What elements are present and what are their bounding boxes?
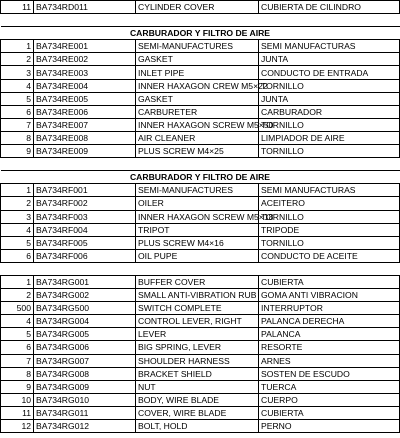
blank-cell (136, 262, 259, 275)
part-code-cell: BA734RG001 (34, 275, 136, 288)
blank-cell (259, 262, 400, 275)
table-row (1, 315, 400, 328)
english-name-cell: CARBURETER (136, 105, 259, 118)
english-name-cell: SEMI-MANUFACTURES (136, 40, 259, 53)
spanish-name-cell: LIMPIADOR DE AIRE (259, 131, 400, 144)
spanish-name-cell: TRIPODE (259, 223, 400, 236)
table-row (1, 40, 400, 53)
spanish-name-cell: CUBIERTA DE CILINDRO (259, 1, 400, 14)
table-row (1, 197, 400, 210)
english-name-cell: SWITCH COMPLETE (136, 302, 259, 315)
item-number-cell: 9 (1, 380, 34, 393)
table-row (1, 393, 400, 406)
blank-cell (34, 262, 136, 275)
part-code-cell: BA734RE008 (34, 131, 136, 144)
section-title-row (1, 27, 400, 40)
item-number-cell: 8 (1, 131, 34, 144)
english-name-cell: BOLT, HOLD (136, 420, 259, 433)
item-number-cell: 500 (1, 302, 34, 315)
english-name-cell: BUFFER COVER (136, 275, 259, 288)
spanish-name-cell: CUERPO (259, 393, 400, 406)
table-row (1, 249, 400, 262)
table-row (1, 118, 400, 131)
spanish-name-cell: CONDUCTO DE ACEITE (259, 249, 400, 262)
item-number-cell: 9 (1, 145, 34, 158)
table-row (1, 328, 400, 341)
item-number-cell: 4 (1, 223, 34, 236)
english-name-cell: OIL PUPE (136, 249, 259, 262)
spanish-name-cell: SEMI MANUFACTURAS (259, 40, 400, 53)
part-code-cell: BA734RF004 (34, 223, 136, 236)
part-code-cell: BA734RE007 (34, 118, 136, 131)
part-code-cell: BA734RG002 (34, 289, 136, 302)
item-number-cell: 2 (1, 289, 34, 302)
part-code-cell: BA734RF002 (34, 197, 136, 210)
part-code-cell: BA734RE009 (34, 145, 136, 158)
item-number-cell: 7 (1, 354, 34, 367)
table-row (1, 1, 400, 14)
blank-row (1, 158, 400, 171)
part-code-cell: BA734RG005 (34, 328, 136, 341)
spanish-name-cell: TORNILLO (259, 79, 400, 92)
blank-row (1, 14, 400, 27)
english-name-cell: PLUS SCREW M4×16 (136, 236, 259, 249)
item-number-cell: 11 (1, 406, 34, 419)
part-code-cell: BA734RG007 (34, 354, 136, 367)
english-name-cell: BRACKET SHIELD (136, 367, 259, 380)
english-name-cell: GASKET (136, 92, 259, 105)
english-name-cell: INNER HAXAGON CREW M5×22 (136, 79, 259, 92)
spanish-name-cell: ARNES (259, 354, 400, 367)
english-name-cell: GASKET (136, 53, 259, 66)
blank-cell (136, 14, 259, 27)
table-row (1, 105, 400, 118)
blank-cell (1, 158, 34, 171)
english-name-cell: BODY, WIRE BLADE (136, 393, 259, 406)
blank-row (1, 262, 400, 275)
item-number-cell: 2 (1, 53, 34, 66)
part-code-cell: BA734RE005 (34, 92, 136, 105)
part-code-cell: BA734RG012 (34, 420, 136, 433)
spanish-name-cell: TORNILLO (259, 145, 400, 158)
section-title-row (1, 171, 400, 184)
table-row (1, 302, 400, 315)
parts-table-body (1, 1, 400, 433)
item-number-cell: 6 (1, 105, 34, 118)
spanish-name-cell: PALANCA DERECHA (259, 315, 400, 328)
part-code-cell: BA734RD011 (34, 1, 136, 14)
english-name-cell: INNER HAXAGON SCREW M5×50 (136, 118, 259, 131)
item-number-cell: 3 (1, 210, 34, 223)
table-row (1, 210, 400, 223)
spanish-name-cell: SEMI MANUFACTURAS (259, 184, 400, 197)
part-code-cell: BA734RG006 (34, 341, 136, 354)
table-row (1, 92, 400, 105)
blank-cell (34, 158, 136, 171)
table-row (1, 66, 400, 79)
item-number-cell: 1 (1, 275, 34, 288)
table-row (1, 53, 400, 66)
english-name-cell: CYLINDER COVER (136, 1, 259, 14)
item-number-cell: 8 (1, 367, 34, 380)
blank-cell (34, 14, 136, 27)
spanish-name-cell: JUNTA (259, 53, 400, 66)
table-row (1, 341, 400, 354)
english-name-cell: TRIPOT (136, 223, 259, 236)
table-row (1, 79, 400, 92)
item-number-cell: 12 (1, 420, 34, 433)
table-row (1, 184, 400, 197)
spanish-name-cell: CUBIERTA (259, 406, 400, 419)
item-number-cell: 2 (1, 197, 34, 210)
english-name-cell: CONTROL LEVER, RIGHT (136, 315, 259, 328)
spanish-name-cell: INTERRUPTOR (259, 302, 400, 315)
spanish-name-cell: PALANCA (259, 328, 400, 341)
english-name-cell: SMALL ANTI-VIBRATION RUB (136, 289, 259, 302)
part-code-cell: BA734RG008 (34, 367, 136, 380)
english-name-cell: NUT (136, 380, 259, 393)
table-row (1, 223, 400, 236)
table-row (1, 406, 400, 419)
table-row (1, 236, 400, 249)
english-name-cell: AIR CLEANER (136, 131, 259, 144)
english-name-cell: OILER (136, 197, 259, 210)
spanish-name-cell: PERNO (259, 420, 400, 433)
section-title: CARBURADOR Y FILTRO DE AIRE (1, 171, 400, 184)
blank-cell (259, 14, 400, 27)
item-number-cell: 4 (1, 315, 34, 328)
item-number-cell: 5 (1, 92, 34, 105)
part-code-cell: BA734RE006 (34, 105, 136, 118)
part-code-cell: BA734RG500 (34, 302, 136, 315)
part-code-cell: BA734RE003 (34, 66, 136, 79)
spanish-name-cell: CONDUCTO DE ENTRADA (259, 66, 400, 79)
blank-cell (1, 14, 34, 27)
part-code-cell: BA734RG009 (34, 380, 136, 393)
part-code-cell: BA734RE004 (34, 79, 136, 92)
table-row (1, 145, 400, 158)
spanish-name-cell: TORNILLO (259, 210, 400, 223)
item-number-cell: 5 (1, 236, 34, 249)
table-row (1, 380, 400, 393)
part-code-cell: BA734RF005 (34, 236, 136, 249)
section-title: CARBURADOR Y FILTRO DE AIRE (1, 27, 400, 40)
item-number-cell: 7 (1, 118, 34, 131)
blank-cell (1, 262, 34, 275)
part-code-cell: BA734RF006 (34, 249, 136, 262)
table-row (1, 420, 400, 433)
item-number-cell: 1 (1, 184, 34, 197)
part-code-cell: BA734RF001 (34, 184, 136, 197)
spanish-name-cell: SOSTEN DE ESCUDO (259, 367, 400, 380)
item-number-cell: 3 (1, 66, 34, 79)
part-code-cell: BA734RG010 (34, 393, 136, 406)
spanish-name-cell: JUNTA (259, 92, 400, 105)
item-number-cell: 6 (1, 249, 34, 262)
spanish-name-cell: ACEITERO (259, 197, 400, 210)
spanish-name-cell: TUERCA (259, 380, 400, 393)
blank-cell (259, 158, 400, 171)
table-row (1, 289, 400, 302)
blank-cell (136, 158, 259, 171)
english-name-cell: SEMI-MANUFACTURES (136, 184, 259, 197)
part-code-cell: BA734RE002 (34, 53, 136, 66)
table-row (1, 275, 400, 288)
table-row (1, 354, 400, 367)
part-code-cell: BA734RE001 (34, 40, 136, 53)
item-number-cell: 6 (1, 341, 34, 354)
english-name-cell: PLUS SCREW M4×25 (136, 145, 259, 158)
item-number-cell: 4 (1, 79, 34, 92)
table-row (1, 367, 400, 380)
spanish-name-cell: CARBURADOR (259, 105, 400, 118)
english-name-cell: INLET PIPE (136, 66, 259, 79)
english-name-cell: INNER HAXAGON SCREW M5×18 (136, 210, 259, 223)
part-code-cell: BA734RG004 (34, 315, 136, 328)
spanish-name-cell: TORNILLO (259, 118, 400, 131)
item-number-cell: 1 (1, 40, 34, 53)
english-name-cell: BIG SPRING, LEVER (136, 341, 259, 354)
part-code-cell: BA734RG011 (34, 406, 136, 419)
spanish-name-cell: RESORTE (259, 341, 400, 354)
english-name-cell: SHOULDER HARNESS (136, 354, 259, 367)
english-name-cell: COVER, WIRE BLADE (136, 406, 259, 419)
item-number-cell: 5 (1, 328, 34, 341)
part-code-cell: BA734RF003 (34, 210, 136, 223)
spanish-name-cell: CUBIERTA (259, 275, 400, 288)
spanish-name-cell: GOMA ANTI VIBRACION (259, 289, 400, 302)
table-row (1, 131, 400, 144)
english-name-cell: LEVER (136, 328, 259, 341)
item-number-cell: 11 (1, 1, 34, 14)
item-number-cell: 10 (1, 393, 34, 406)
spanish-name-cell: TORNILLO (259, 236, 400, 249)
